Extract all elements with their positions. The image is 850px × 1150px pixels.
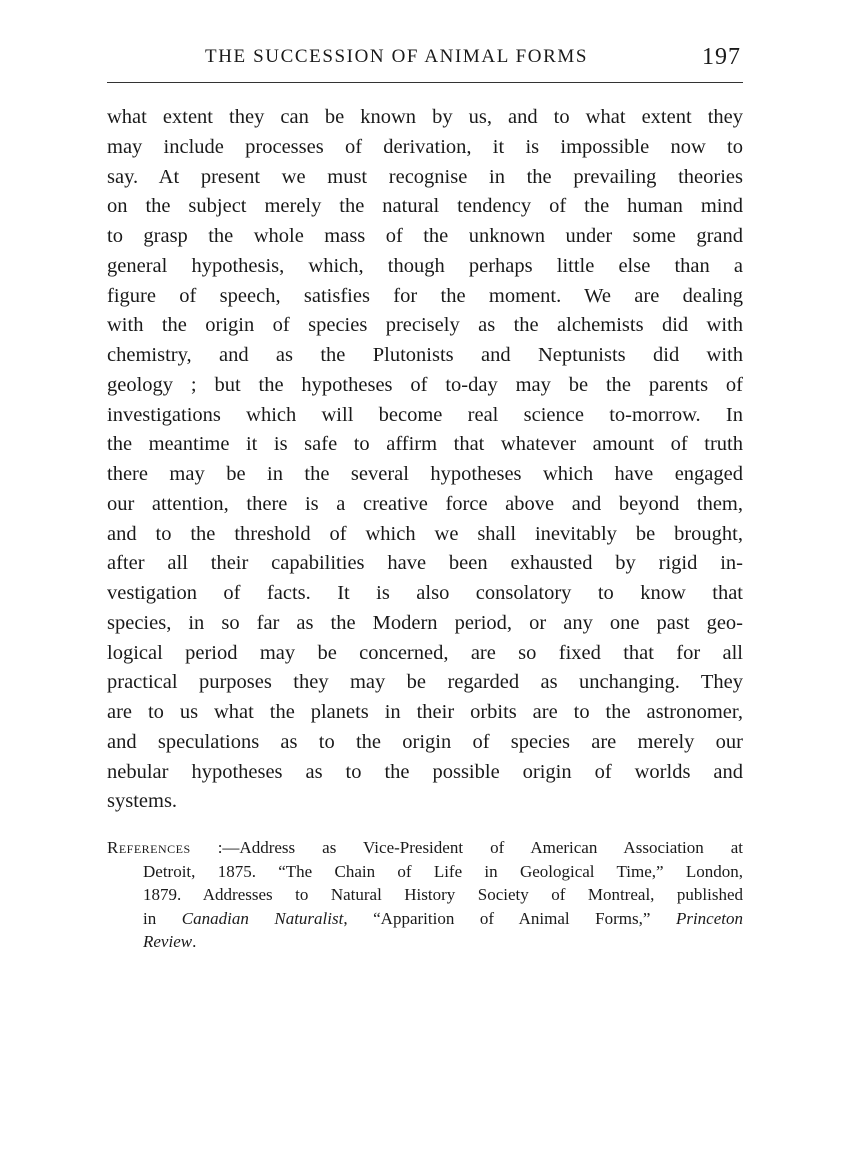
reference-line [107, 836, 743, 860]
references-label: References [107, 838, 191, 857]
text-line: with the origin of species precisely as the alchemists did with [107, 314, 743, 337]
running-head [107, 44, 743, 74]
reference-line: Detroit, 1875. “The Chain of Life in Geological Time,” London, [143, 861, 743, 881]
text-line: practical purposes they may be regarded as unchanging. They [107, 671, 743, 694]
reference-text: :—Address as Vice-President of American Association at [190, 838, 743, 857]
text-line: after all their capabilities have been exhausted by rigid in- [107, 552, 743, 575]
text-line: general hypothesis, which, though perhaps little else than a [107, 254, 743, 277]
text-line: our attention, there is a creative force above and beyond them, [107, 492, 743, 515]
text-line: nebular hypotheses as to the possible origin of worlds and [107, 760, 743, 783]
text-line: systems. [107, 790, 178, 813]
text-line: and to the threshold of which we shall inevitably be brought, [107, 522, 743, 545]
text-line: to grasp the whole mass of the unknown under some grand [107, 225, 743, 247]
text-line: and speculations as to the origin of species are merely our [107, 730, 743, 753]
running-title: THE SUCCESSION OF ANIMAL FORMS [205, 46, 589, 67]
references-note [107, 836, 743, 954]
text-line: vestigation of facts. It is also consolatory to know that [107, 582, 743, 604]
reference-text: . [192, 932, 197, 951]
text-line: say. At present we must recognise in the prevailing theories [107, 165, 743, 188]
text-line: figure of speech, satisfies for the moment. We are dealing [107, 284, 743, 307]
text-line: logical period may be concerned, are so fixed that for all [107, 641, 743, 664]
text-line: may include processes of derivation, it is impossible now to [107, 135, 743, 158]
reference-text: , “Apparition of Animal Forms,” [343, 908, 676, 928]
text-line: investigations which will become real science to-morrow. In [107, 403, 743, 426]
header-rule [107, 82, 743, 83]
reference-text: in [143, 908, 182, 928]
text-line: chemistry, and as the Plutonists and Neptunists did with [107, 344, 743, 366]
reference-line: 1879. Addresses to Natural History Society of Montreal, published [143, 885, 743, 904]
text-line: on the subject merely the natural tendency of the human mind [107, 195, 743, 218]
text-line: the meantime it is safe to affirm that whatever amount of truth [107, 433, 743, 456]
text-line: geology ; but the hypotheses of to-day may be the parents of [107, 373, 743, 396]
text-line: what extent they can be known by us, and to what extent they [107, 106, 743, 128]
text-line: are to us what the planets in their orbits are to the astronomer, [107, 701, 743, 723]
reference-line [107, 907, 743, 931]
journal-title: Canadian Naturalist [181, 908, 344, 928]
journal-title: Princeton [675, 908, 743, 928]
reference-line [107, 930, 743, 954]
text-line: species, in so far as the Modern period, or any one past geo- [107, 611, 743, 634]
page-number: 197 [702, 44, 741, 70]
journal-title: Review [143, 932, 193, 951]
body-paragraph [107, 103, 743, 817]
text-line: there may be in the several hypotheses which have engaged [107, 463, 743, 485]
